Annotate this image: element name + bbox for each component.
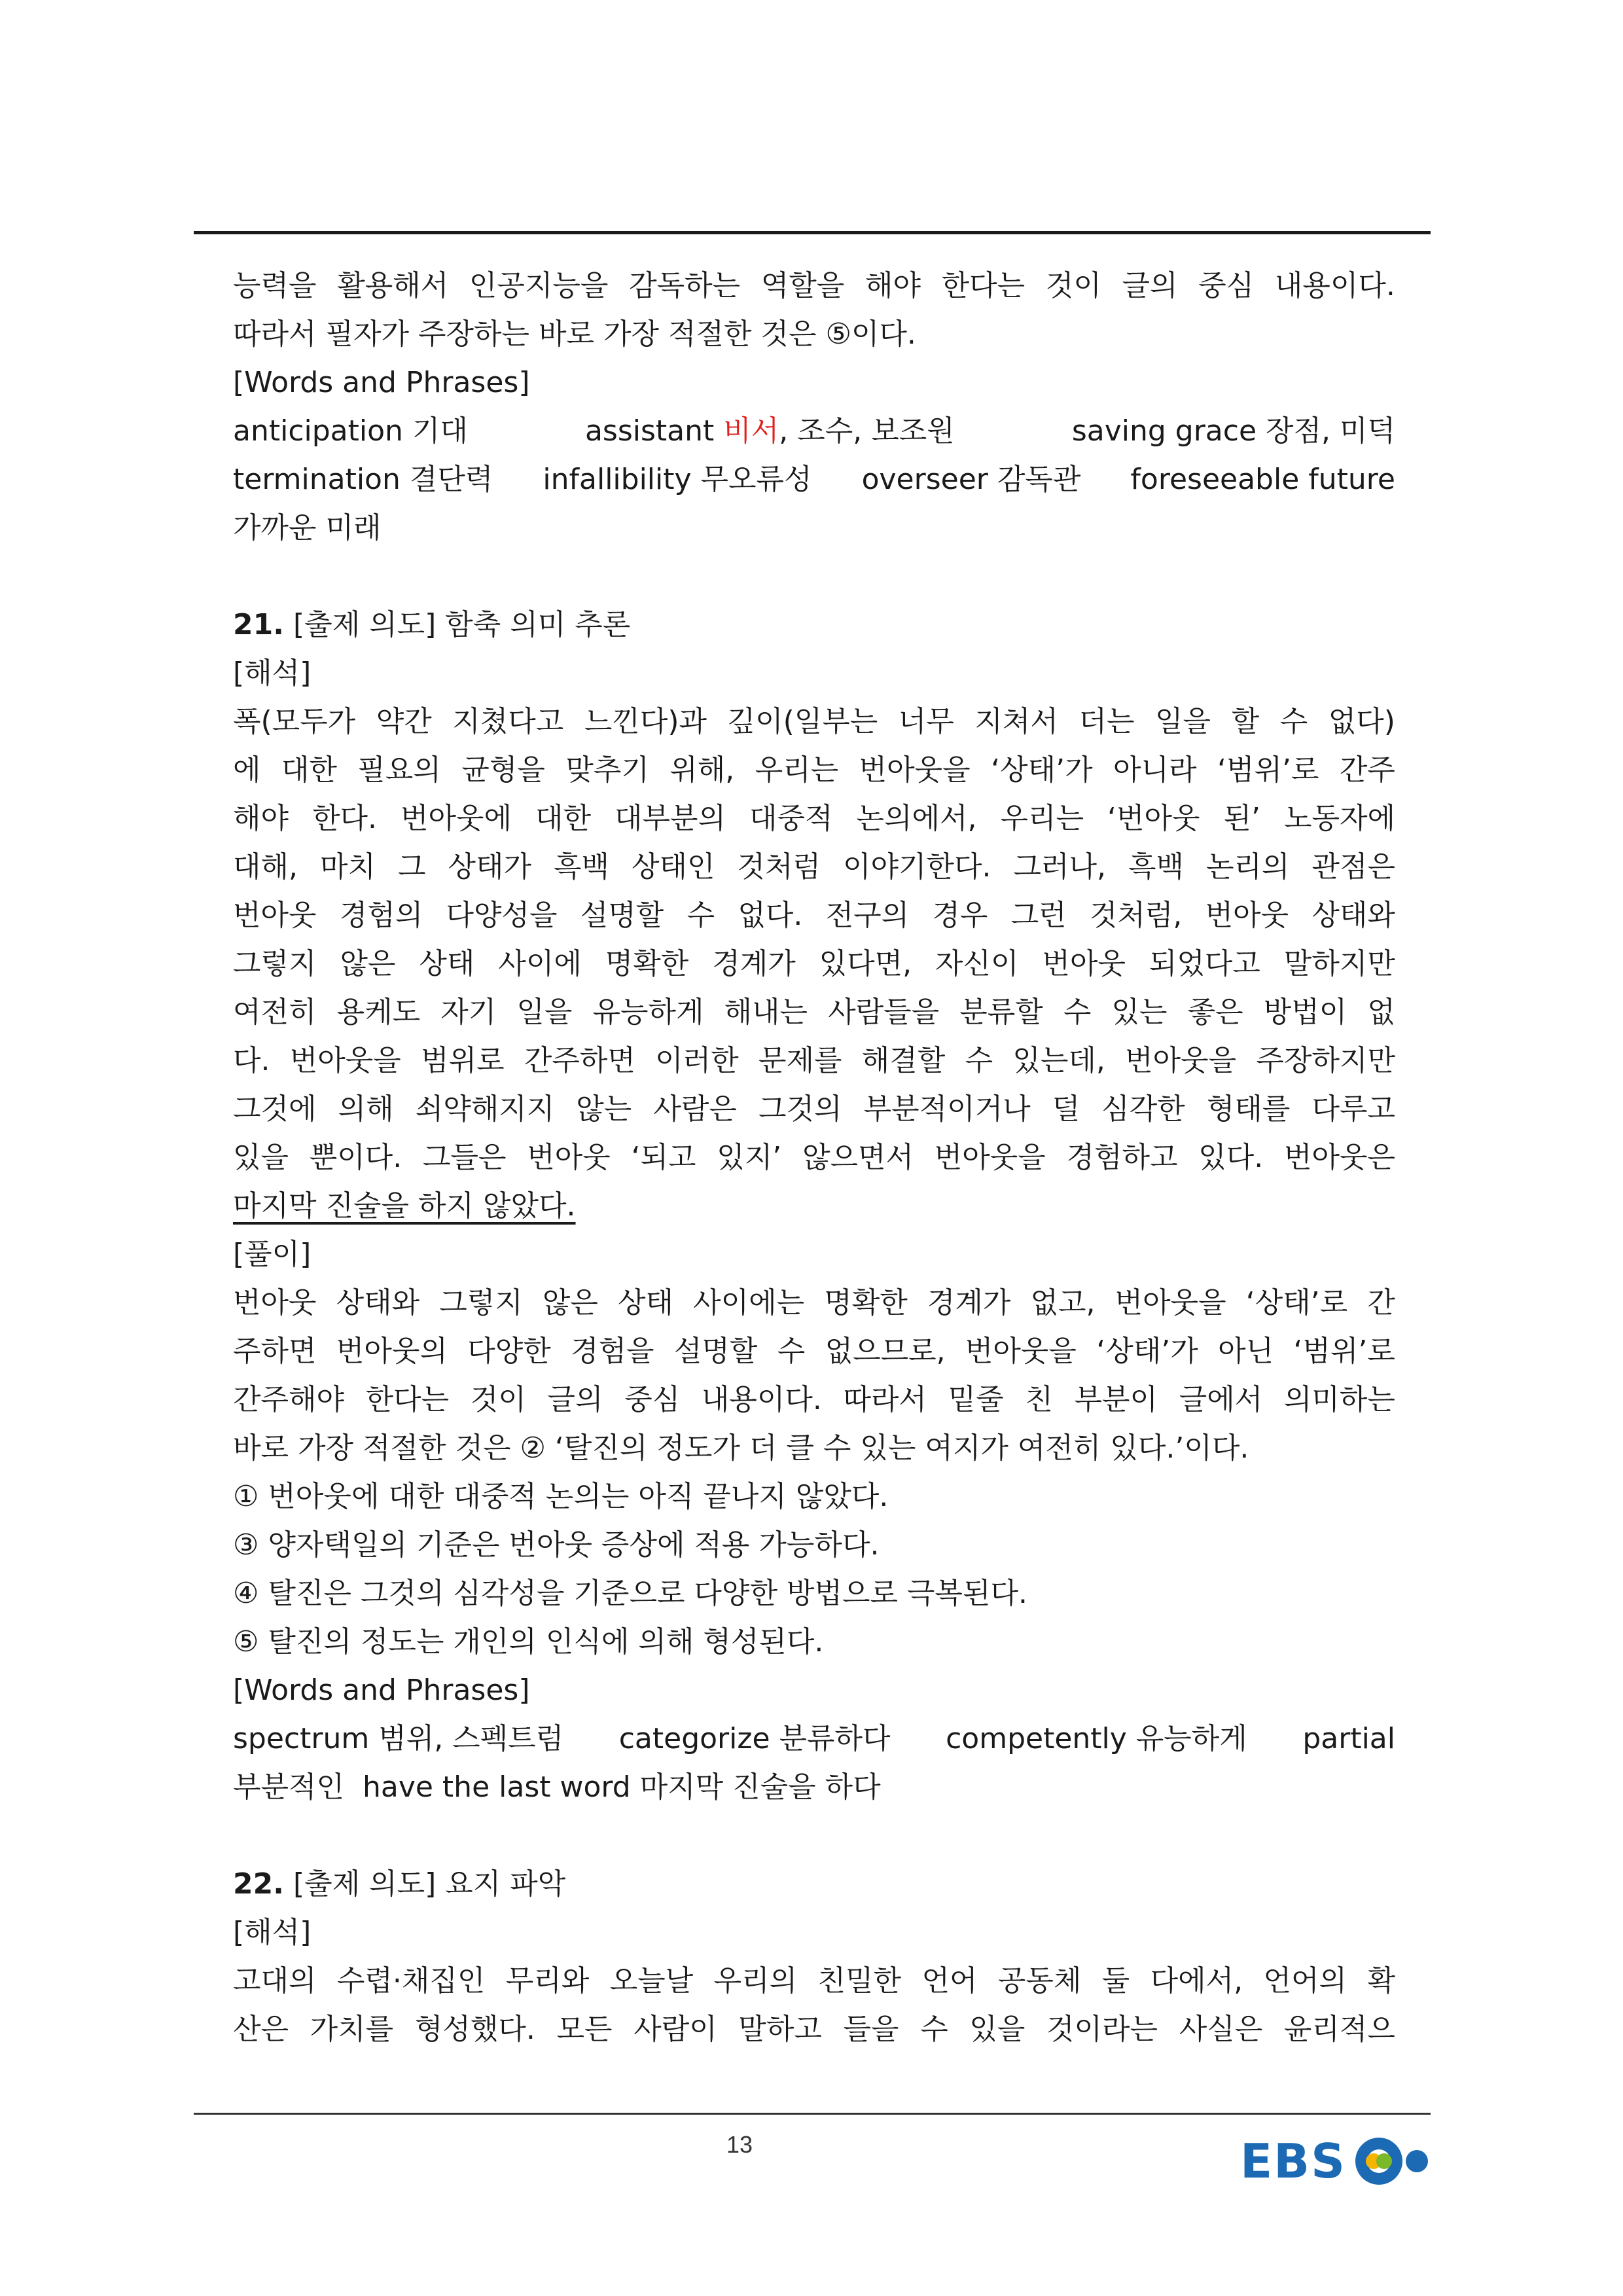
word: 부분이: [1074, 1383, 1158, 1416]
q21-translation: [233, 698, 1395, 1182]
word: 상태와: [336, 1286, 420, 1319]
q20-words-line-2: [233, 456, 1395, 504]
q21-solution-label: [풀이]: [233, 1238, 312, 1271]
word: 약간: [376, 705, 432, 738]
word: 중심: [624, 1383, 681, 1416]
highlighted-word: 비서: [723, 414, 779, 448]
word: 해내는: [724, 996, 808, 1029]
word: 된’: [1223, 802, 1260, 835]
word: 상태: [618, 1286, 674, 1319]
word: 번아웃은: [1283, 1141, 1395, 1174]
footer-rule: [194, 2113, 1431, 2115]
ebs-logo: [1240, 2135, 1451, 2187]
logo-circles-icon: [1353, 2135, 1451, 2187]
q21-option-3: ③ 양자택일의 기준은 번아웃 증상에 적용 가능하다.: [233, 1528, 880, 1562]
word: 한다는: [941, 269, 1026, 302]
word: 사실은: [1179, 2013, 1263, 2046]
word: 우리의: [713, 1964, 798, 1998]
word: 수렵·채집인: [336, 1964, 486, 1998]
word: 있지’: [717, 1141, 782, 1174]
word-entry: spectrum 범위, 스펙트럼: [233, 1722, 564, 1755]
translation-line: [233, 1037, 1395, 1085]
word: 확: [1367, 1964, 1395, 1998]
word: 내용이다.: [1274, 269, 1395, 302]
word-entry: termination 결단력: [233, 463, 493, 496]
word: 그: [397, 850, 426, 884]
word: 그런: [1010, 899, 1067, 932]
q21-option-4: ④ 탈진은 그것의 심각성을 기준으로 다양한 방법으로 극복된다.: [233, 1577, 1027, 1610]
word: 다루고: [1311, 1092, 1395, 1126]
word: 경계가: [712, 947, 796, 980]
q21-solution: [233, 1279, 1395, 1424]
word: 위해,: [669, 753, 735, 787]
word: 사람은: [653, 1092, 737, 1126]
word: 맞추기: [565, 753, 649, 787]
word: 고대의: [233, 1964, 317, 1998]
translation-line: [233, 1134, 1395, 1182]
word: 논의에서,: [856, 802, 977, 835]
word: 설명할: [673, 1335, 758, 1368]
word: 아니라: [1113, 753, 1197, 787]
word: 다양한: [467, 1335, 551, 1368]
word: 한다.: [312, 802, 377, 835]
word: 논리의: [1205, 850, 1290, 884]
q20-words-line-3: 가까운 미래: [233, 511, 382, 545]
q22-heading: [233, 1860, 1395, 1909]
word: 번아웃: [1042, 947, 1126, 980]
solution-line: [233, 1327, 1395, 1376]
word: 부분적이거나: [863, 1092, 1031, 1126]
word: 유능하게: [592, 996, 704, 1029]
word: 의미하는: [1283, 1383, 1395, 1416]
word: 덜: [1052, 1092, 1080, 1126]
word: 범위로: [421, 1044, 505, 1077]
word: 해결할: [861, 1044, 946, 1077]
word: 역할을: [760, 269, 845, 302]
word: 글에서: [1179, 1383, 1263, 1416]
word: 간주해야: [233, 1383, 345, 1416]
translation-line: [233, 746, 1395, 795]
word: 너무: [898, 705, 954, 738]
translation-line: [233, 940, 1395, 988]
word: 흑백: [1128, 850, 1184, 884]
word: 여전히: [233, 996, 317, 1029]
word: 말하고: [738, 2013, 822, 2046]
word: 한다는: [365, 1383, 450, 1416]
word: 가치를: [310, 2013, 394, 2046]
q21-underlined-line: [233, 1182, 1395, 1230]
word: 의해: [338, 1092, 394, 1126]
word: 폭(모두가: [233, 705, 356, 738]
word: 않으면서: [802, 1141, 914, 1174]
word: 설명할: [580, 899, 664, 932]
word: 노동자에: [1283, 802, 1395, 835]
word-entry: categorize 분류하다: [618, 1722, 891, 1755]
word: 능력을: [233, 269, 317, 302]
word: 경우: [932, 899, 988, 932]
word: 에: [233, 753, 261, 787]
question-number: 22.: [233, 1867, 284, 1901]
word-entry: infallibility 무오류성: [543, 463, 812, 496]
word: 아닌: [1218, 1335, 1274, 1368]
word: 그러나,: [1013, 850, 1106, 884]
word: 있는: [1111, 996, 1168, 1029]
q20-answer-line: 따라서 필자가 주장하는 바로 가장 적절한 것은 ⑤이다.: [233, 317, 916, 351]
word: 대중적: [749, 802, 833, 835]
word: 사이에는: [693, 1286, 805, 1319]
word: 주하면: [233, 1335, 317, 1368]
word-meaning-rest: , 조수, 보조원: [779, 414, 955, 448]
word: 다에서,: [1150, 1964, 1243, 1998]
word: 일을: [516, 996, 573, 1029]
word: 분류할: [959, 996, 1043, 1029]
word: 않은: [340, 947, 396, 980]
solution-line: [233, 1376, 1395, 1424]
word: 친밀한: [817, 1964, 902, 1998]
word: 번아웃: [233, 1286, 317, 1319]
word: 감독하는: [629, 269, 741, 302]
word: 간: [1367, 1286, 1395, 1319]
word: 경험의: [339, 899, 423, 932]
word: 없고,: [1030, 1286, 1096, 1319]
word: 해야: [865, 269, 921, 302]
word: 있다면,: [819, 947, 912, 980]
word: 명확한: [824, 1286, 908, 1319]
word: 느낀다)과: [584, 705, 707, 738]
translation-line: [233, 698, 1395, 746]
q21-words-line-2: 부분적인 have the last word 마지막 진술을 하다: [233, 1770, 881, 1804]
word: 그렇지: [439, 1286, 523, 1319]
word: 번아웃을: [934, 1141, 1046, 1174]
q21-solution-answer: 바로 가장 적절한 것은 ② ‘탈진의 정도가 더 클 수 있는 여지가 여전히 있다.’이다.: [233, 1431, 1249, 1465]
word: 더는: [1079, 705, 1135, 738]
word: 대해,: [233, 850, 298, 884]
translation-line: [233, 1957, 1395, 2005]
word: 내용이다.: [701, 1383, 822, 1416]
q20-conclusion-line: [233, 262, 1395, 310]
word: 인공지능을: [469, 269, 609, 302]
word: 없다.: [738, 899, 803, 932]
word: 이야기한다.: [842, 850, 991, 884]
word: 균형을: [461, 753, 545, 787]
word: 대한: [281, 753, 337, 787]
solution-line: [233, 1279, 1395, 1327]
word: 사람이: [633, 2013, 717, 2046]
word: 따라서: [843, 1383, 927, 1416]
word-english: assistant: [584, 414, 715, 448]
word-entry: foreseeable future: [1130, 463, 1395, 496]
word: 번아웃: [527, 1141, 611, 1174]
word: 글의: [1122, 269, 1178, 302]
q20-words-line-1: [233, 407, 1395, 456]
word: 사람들을: [828, 996, 940, 1029]
word: 형성했다.: [414, 2013, 535, 2046]
underlined-phrase: 마지막 진술을 하지 않았다.: [233, 1189, 576, 1223]
word: 대부분의: [614, 802, 726, 835]
q21-option-5: ⑤ 탈진의 정도는 개인의 인식에 의해 형성된다.: [233, 1625, 824, 1659]
word: 깊이(일부는: [727, 705, 878, 738]
word: 우리는: [755, 753, 839, 787]
word: 경험을: [571, 1335, 654, 1368]
word: 마치: [319, 850, 376, 884]
word: ‘되고: [631, 1141, 696, 1174]
word: 않는: [576, 1092, 632, 1126]
translation-line: [233, 1085, 1395, 1134]
q21-words-heading: [Words and Phrases]: [233, 1674, 530, 1707]
word: 수: [1063, 996, 1092, 1029]
word: 산은: [233, 2013, 289, 2046]
q21-words-line-1: [233, 1715, 1395, 1763]
word: 것처럼,: [1089, 899, 1183, 932]
word: 우리는: [1000, 802, 1084, 835]
q21-translation-label: [해석]: [233, 656, 312, 690]
word: 경험하고: [1066, 1141, 1178, 1174]
word: 명확한: [605, 947, 689, 980]
word: 언어: [921, 1964, 978, 1998]
word: 이러한: [655, 1044, 739, 1077]
word: 뿐이다.: [309, 1141, 402, 1174]
word: 번아웃을: [1115, 1286, 1226, 1319]
word: ‘범위’로: [1217, 753, 1319, 787]
word-entry: anticipation 기대: [233, 414, 468, 448]
q22-translation-label: [해석]: [233, 1916, 312, 1949]
translation-line: [233, 891, 1395, 940]
word: 언어의: [1263, 1964, 1347, 1998]
word: 심각한: [1101, 1092, 1185, 1126]
word: 활용해서: [337, 269, 449, 302]
word: 것이: [470, 1383, 526, 1416]
word: ‘번아웃: [1107, 802, 1200, 835]
word: 않은: [542, 1286, 598, 1319]
word: 수: [687, 899, 715, 932]
word: 있는데,: [1012, 1044, 1105, 1077]
word: 밑줄: [948, 1383, 1004, 1416]
word: 있을: [233, 1141, 289, 1174]
word: 친: [1025, 1383, 1053, 1416]
word: 좋은: [1187, 996, 1243, 1029]
word-entry: overseer 감독관: [861, 463, 1081, 496]
word: 지쳐서: [974, 705, 1058, 738]
word: 할: [1231, 705, 1260, 738]
word: 상태가: [448, 850, 531, 884]
translation-line: [233, 2005, 1395, 2054]
word: 번아웃을: [1125, 1044, 1237, 1077]
word: 경계가: [927, 1286, 1011, 1319]
q22-translation: [233, 1957, 1395, 2054]
word: 방법이: [1263, 996, 1347, 1029]
word: 되었다고: [1149, 947, 1260, 980]
word: 번아웃: [1205, 899, 1289, 932]
word: 있다.: [1198, 1141, 1264, 1174]
word: 일을: [1155, 705, 1211, 738]
word: 것처럼: [737, 850, 821, 884]
word: 둘: [1101, 1964, 1130, 1998]
question-intent: [출제 의도] 함축 의미 추론: [293, 608, 631, 641]
word: 수: [777, 1335, 806, 1368]
word: 해야: [233, 802, 289, 835]
word: 있을: [969, 2013, 1026, 2046]
q21-option-1: ① 번아웃에 대한 대중적 논의는 아직 끝나지 않았다.: [233, 1480, 889, 1513]
word: 중심: [1198, 269, 1255, 302]
word: 글의: [547, 1383, 603, 1416]
word: 사이에: [498, 947, 582, 980]
word: 전구의: [825, 899, 910, 932]
word: 다양성을: [446, 899, 558, 932]
word: 관점은: [1311, 850, 1395, 884]
word: 공동체: [997, 1964, 1082, 1998]
word: 간주하면: [524, 1044, 635, 1077]
word-entry: partial: [1302, 1722, 1395, 1755]
question-intent: [출제 의도] 요지 파악: [293, 1867, 566, 1901]
word: 무리와: [505, 1964, 590, 1998]
word: 쇠약해지지: [415, 1092, 555, 1126]
page-number: 13: [726, 2131, 753, 2158]
word: 없다): [1328, 705, 1395, 738]
word: 상태인: [631, 850, 715, 884]
header-rule: [194, 231, 1431, 234]
word: 자기: [440, 996, 497, 1029]
word: ‘상태’가: [1096, 1335, 1198, 1368]
question-number: 21.: [233, 608, 284, 641]
word: ‘상태’로: [1245, 1286, 1348, 1319]
word: 대한: [535, 802, 591, 835]
word: 다.: [233, 1044, 270, 1077]
word: 지쳤다고: [452, 705, 564, 738]
word: 주장하지만: [1256, 1044, 1395, 1077]
word: 상태와: [1311, 899, 1395, 932]
word: 수: [920, 2013, 948, 2046]
word: 형태를: [1206, 1092, 1291, 1126]
q21-heading: [233, 601, 1395, 649]
word: 번아웃을: [965, 1335, 1077, 1368]
word: 그렇지: [233, 947, 317, 980]
word: 그것의: [758, 1092, 842, 1126]
word-entry: competently 유능하게: [946, 1722, 1247, 1755]
word: 번아웃에: [400, 802, 512, 835]
word: 없: [1367, 996, 1395, 1029]
word: 윤리적으: [1283, 2013, 1395, 2046]
word: 상태: [419, 947, 475, 980]
word: 수: [965, 1044, 993, 1077]
word-entry: saving grace 장점, 미덕: [1071, 414, 1395, 448]
word: 들을: [843, 2013, 899, 2046]
word: 문제를: [758, 1044, 842, 1077]
logo-wordmark: EBS: [1240, 2134, 1346, 2189]
word: 그들은: [422, 1141, 507, 1174]
word: 필요의: [357, 753, 441, 787]
word: 것이라는: [1046, 2013, 1158, 2046]
word: 번아웃을: [289, 1044, 401, 1077]
word: 자신이: [935, 947, 1019, 980]
word: 번아웃: [233, 899, 317, 932]
translation-line: [233, 843, 1395, 891]
word: 용케도: [336, 996, 421, 1029]
word: 번아웃의: [336, 1335, 448, 1368]
word: 것이: [1045, 269, 1101, 302]
word: 오늘날: [609, 1964, 694, 1998]
word: 수: [1279, 705, 1308, 738]
word: 그것에: [233, 1092, 317, 1126]
translation-line: [233, 795, 1395, 843]
word: 흑백: [553, 850, 609, 884]
word: 모든: [556, 2013, 613, 2046]
page-body: [233, 262, 1395, 2054]
word: ‘상태’가: [991, 753, 1093, 787]
translation-line: [233, 988, 1395, 1037]
word: 없으므로,: [825, 1335, 946, 1368]
word: 말하지만: [1283, 947, 1395, 980]
word-entry: [585, 407, 955, 456]
q20-words-heading: [Words and Phrases]: [233, 366, 530, 399]
word: 번아웃을: [859, 753, 971, 787]
word: ‘범위’로: [1293, 1335, 1395, 1368]
word: 간주: [1339, 753, 1395, 787]
